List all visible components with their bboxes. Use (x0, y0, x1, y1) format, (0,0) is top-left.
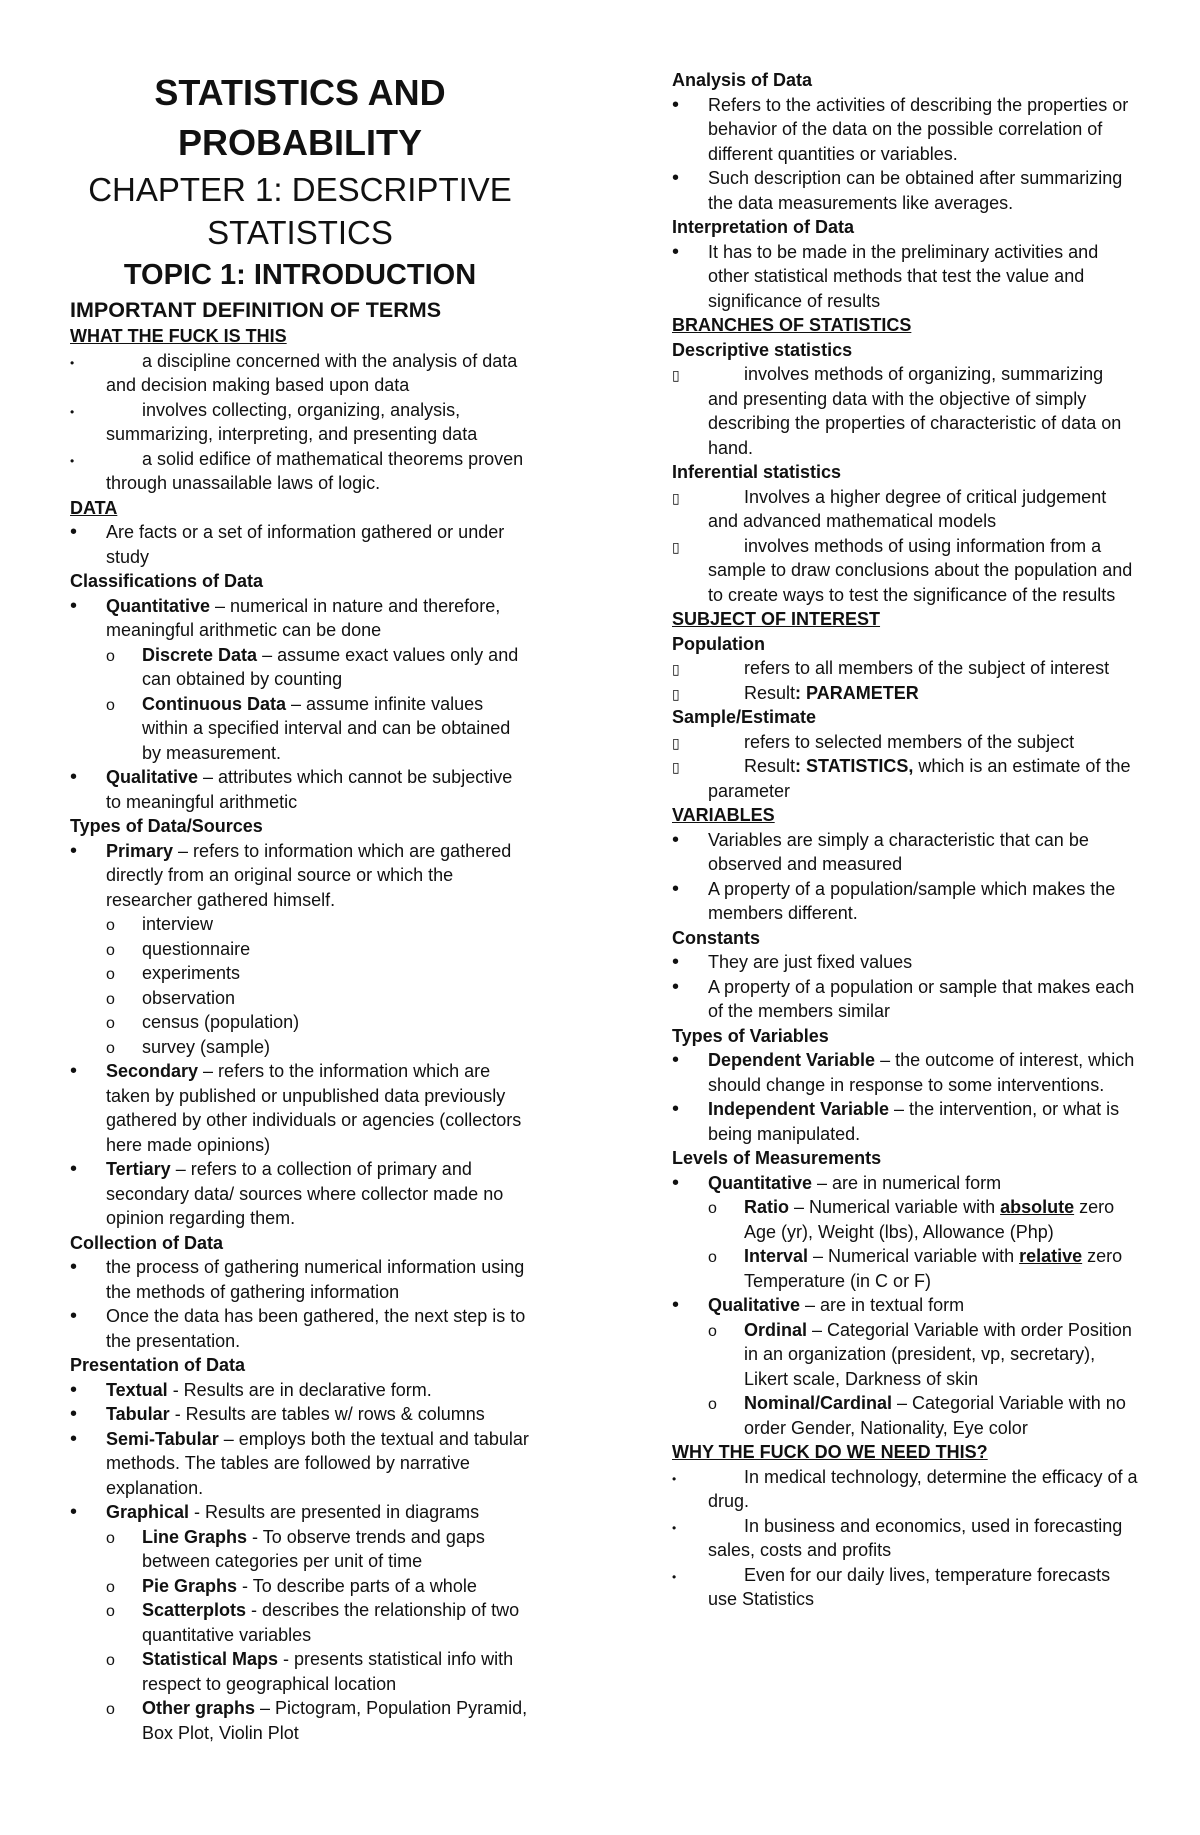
list-item: ▯ Result: STATISTICS, which is an estimate of the parameter (672, 754, 1138, 803)
topic-title: TOPIC 1: INTRODUCTION (123, 259, 477, 291)
list-item: • Semi-Tabular – employs both the textual and tabular methods. The tables are followed by narrative explanation. (70, 1427, 530, 1501)
interpretation-heading: Interpretation of Data (672, 217, 855, 237)
list-item: • Qualitative – attributes which cannot be subjective to meaningful arithmetic (70, 765, 530, 814)
variables-heading: VARIABLES (672, 805, 775, 825)
list-item: • Secondary – refers to the information which are taken by published or unpublished data previously gathered by other individuals or agencies (collectors here made opinions) (70, 1059, 530, 1157)
sub-list-item: o interview (70, 912, 530, 937)
types-of-variables-heading: Types of Variables (672, 1025, 829, 1046)
box-bullet-icon (672, 534, 708, 560)
list-item: ▯ involves methods of using information from a sample to draw conclusions about the population and to create ways to test the significance of the results (672, 534, 1138, 608)
list-item: • Refers to the activities of describing the properties or behavior of the data on the possible correlation of different quantities or variables. (672, 93, 1138, 167)
box-bullet-icon (672, 362, 708, 388)
list-item: • Dependent Variable – the outcome of interest, which should change in response to some interventions. (672, 1048, 1138, 1097)
chapter-title: CHAPTER 1: DESCRIPTIVE STATISTICS (88, 171, 512, 251)
list-item: • Graphical - Results are presented in diagrams (70, 1500, 530, 1525)
constants-heading: Constants (672, 927, 761, 948)
presentation-heading: Presentation of Data (70, 1355, 246, 1375)
right-column (672, 68, 1138, 1612)
sub-list-item: o Discrete Data – assume exact values only and can obtained by counting (70, 643, 530, 692)
branches-heading: BRANCHES OF STATISTICS (672, 315, 912, 335)
list-item: • Qualitative – are in textual form (672, 1293, 1138, 1318)
sub-list-item: o Ordinal – Categorial Variable with order Position in an organization (president, vp, secretary), Likert scale, Darkness of skin (672, 1318, 1138, 1392)
box-bullet-icon (672, 754, 708, 780)
list-item: • Even for our daily lives, temperature forecasts use Statistics (672, 1563, 1138, 1612)
collection-heading: Collection of Data (70, 1232, 224, 1253)
list-item: • involves collecting, organizing, analysis, summarizing, interpreting, and presenting data (70, 398, 530, 447)
sub-list-item: o Line Graphs - To observe trends and gaps between categories per unit of time (70, 1525, 530, 1574)
left-column (70, 68, 530, 1745)
why-heading: WHY THE FUCK DO WE NEED THIS? (672, 1442, 988, 1462)
list-item: • It has to be made in the preliminary activities and other statistical methods that test the value and significance of results (672, 240, 1138, 314)
levels-heading: Levels of Measurements (672, 1148, 882, 1168)
box-bullet-icon (672, 681, 708, 707)
list-item: • the process of gathering numerical information using the methods of gathering information (70, 1255, 530, 1304)
list-item: ▯ Involves a higher degree of critical judgement and advanced mathematical models (672, 485, 1138, 534)
list-item: • Are facts or a set of information gathered or under study (70, 520, 530, 569)
list-item: • Such description can be obtained after summarizing the data measurements like averages. (672, 166, 1138, 215)
sub-list-item: o Pie Graphs - To describe parts of a whole (70, 1574, 530, 1599)
list-item: • Tabular - Results are tables w/ rows & columns (70, 1402, 530, 1427)
list-item: • Once the data has been gathered, the next step is to the presentation. (70, 1304, 530, 1353)
box-bullet-icon (672, 730, 708, 756)
list-item: • Variables are simply a characteristic that can be observed and measured (672, 828, 1138, 877)
list-item: • In business and economics, used in forecasting sales, costs and profits (672, 1514, 1138, 1563)
data-heading: DATA (70, 497, 118, 518)
list-item: • Tertiary – refers to a collection of primary and secondary data/ sources where collector made no opinion regarding them. (70, 1157, 530, 1231)
list-item: ▯ refers to all members of the subject of interest (672, 656, 1138, 681)
sub-list-item: o Nominal/Cardinal – Categorial Variable with no order Gender, Nationality, Eye color (672, 1391, 1138, 1440)
classifications-heading: Classifications of Data (70, 571, 264, 591)
list-item: • In medical technology, determine the efficacy of a drug. (672, 1465, 1138, 1514)
sub-list-item: o Statistical Maps - presents statistical info with respect to geographical location (70, 1647, 530, 1696)
subject-heading: SUBJECT OF INTEREST (672, 609, 881, 629)
box-bullet-icon (672, 656, 708, 682)
sub-list-item: o Scatterplots - describes the relationship of two quantitative variables (70, 1598, 530, 1647)
box-bullet-icon (672, 485, 708, 511)
list-item: ▯ involves methods of organizing, summarizing and presenting data with the objective of simply describing the properties of characteristic of data on hand. (672, 362, 1138, 460)
descriptive-heading: Descriptive statistics (672, 339, 853, 360)
list-item: ▯ refers to selected members of the subject (672, 730, 1138, 755)
list-item: • a solid edifice of mathematical theorems proven through unassailable laws of logic. (70, 447, 530, 496)
types-heading: Types of Data/Sources (70, 816, 263, 836)
sub-list-item: o survey (sample) (70, 1035, 530, 1060)
sub-list-item: o Other graphs – Pictogram, Population Pyramid, Box Plot, Violin Plot (70, 1696, 530, 1745)
analysis-heading: Analysis of Data (672, 70, 813, 90)
sub-list-item: o observation (70, 986, 530, 1011)
list-item: • Independent Variable – the intervention, or what is being manipulated. (672, 1097, 1138, 1146)
list-item: • A property of a population or sample that makes each of the members similar (672, 975, 1138, 1024)
sub-list-item: o questionnaire (70, 937, 530, 962)
sample-heading: Sample/Estimate (672, 707, 817, 727)
list-item: ▯ Result: PARAMETER (672, 681, 1138, 706)
sub-list-item: o census (population) (70, 1010, 530, 1035)
list-item: • Textual - Results are in declarative form. (70, 1378, 530, 1403)
list-item: • Quantitative – are in numerical form (672, 1171, 1138, 1196)
sub-list-item: o Continuous Data – assume infinite values within a specified interval and can be obtained by measurement. (70, 692, 530, 766)
list-item: • Quantitative – numerical in nature and therefore, meaningful arithmetic can be done (70, 594, 530, 643)
document-title: STATISTICS AND PROBABILITY (154, 72, 446, 163)
list-item: • A property of a population/sample which makes the members different. (672, 877, 1138, 926)
inferential-heading: Inferential statistics (672, 462, 842, 482)
list-item: • Primary – refers to information which are gathered directly from an original source or which the researcher gathered himself. (70, 839, 530, 913)
wtf-heading: WHAT THE FUCK IS THIS (70, 326, 287, 346)
section-title: IMPORTANT DEFINITION OF TERMS (70, 298, 442, 322)
list-item: • a discipline concerned with the analysis of data and decision making based upon data (70, 349, 530, 398)
list-item: • They are just fixed values (672, 950, 1138, 975)
population-heading: Population (672, 633, 765, 654)
sub-list-item: o Interval – Numerical variable with relative zero Temperature (in C or F) (672, 1244, 1138, 1293)
sub-list-item: o Ratio – Numerical variable with absolute zero Age (yr), Weight (lbs), Allowance (Php) (672, 1195, 1138, 1244)
sub-list-item: o experiments (70, 961, 530, 986)
